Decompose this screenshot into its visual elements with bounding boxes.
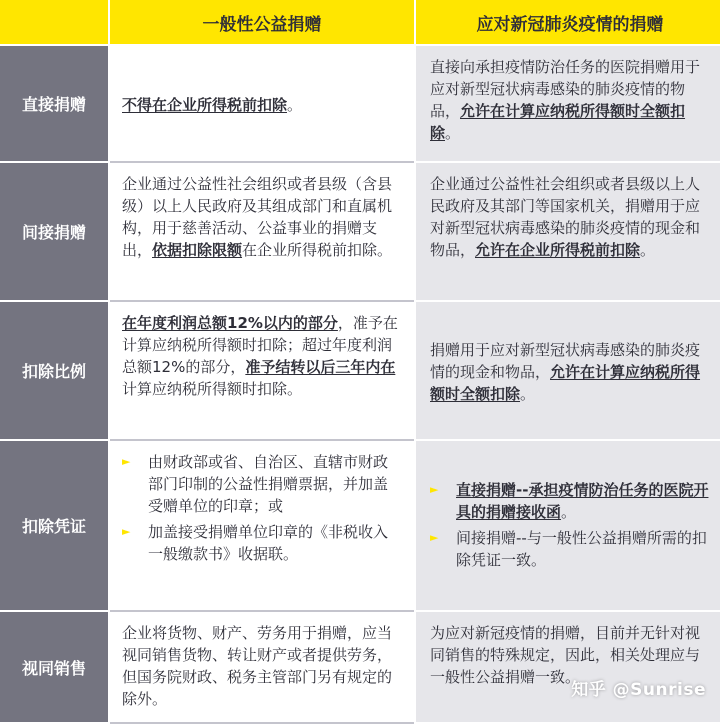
row-label-ratio: 扣除比例 bbox=[0, 302, 108, 441]
bullet-item bbox=[430, 479, 712, 523]
row-label-deemed-sale: 视同销售 bbox=[0, 612, 108, 724]
bullet-item bbox=[122, 451, 402, 517]
bullet-text: 加盖接受捐赠单位印章的《非税收入一般缴款书》收据联。 bbox=[148, 523, 389, 563]
row-label-indirect: 间接捐赠 bbox=[0, 163, 108, 302]
text-segment: 。 bbox=[445, 124, 461, 142]
cell-direct-covid bbox=[416, 46, 720, 163]
triangle-bullet-icon: ► bbox=[122, 455, 131, 468]
text-segment: 为应对新冠疫情的捐赠，目前并无针对视同销售的特殊规定，因此，相关处理应与一般性公益捐赠一致。 bbox=[430, 624, 701, 686]
cell-voucher-general bbox=[110, 441, 414, 612]
bullet-item bbox=[122, 521, 402, 565]
text-segment: 。 bbox=[640, 241, 656, 259]
bullet-item bbox=[430, 527, 712, 571]
cell-indirect-general bbox=[110, 163, 414, 302]
text-segment: 准予结转以后三年内在 bbox=[245, 358, 396, 376]
cell-direct-general bbox=[110, 46, 414, 163]
cell-deemed-covid bbox=[416, 612, 720, 724]
text-segment: 直接向承担疫情防治任务的医院捐赠用于应对新型冠状病毒感染的肺炎疫情的物品， bbox=[430, 58, 701, 120]
cell-indirect-covid bbox=[416, 163, 720, 302]
triangle-bullet-icon: ► bbox=[430, 530, 439, 544]
bullet-text bbox=[456, 479, 712, 523]
header-corner bbox=[0, 0, 108, 46]
text-segment: 计算应纳税所得额时扣除。 bbox=[122, 380, 303, 398]
text-segment: 企业将货物、财产、劳务用于捐赠，应当视同销售货物、转让财产或者提供劳务，但国务院财政、税务主管部门另有规定的除外。 bbox=[122, 624, 393, 708]
text-segment: 企业通过公益性社会组织或者县级（含县级）以上人民政府及其组成部门和直属机构，用于慈善活动、公益事业的捐赠支出， bbox=[122, 175, 393, 259]
text-segment: 在年度利润总额12%以内的部分 bbox=[122, 314, 338, 332]
text-segment: ，准予在计算应纳税所得额时扣除；超过年度利润总额12%的部分， bbox=[122, 314, 398, 376]
cell-deemed-general bbox=[110, 612, 414, 724]
text-segment: 。 bbox=[520, 384, 536, 403]
text-segment: 在企业所得税前扣除。 bbox=[242, 241, 393, 259]
row-label-direct: 直接捐赠 bbox=[0, 46, 108, 163]
cell-ratio-covid bbox=[416, 302, 720, 441]
row-label-voucher: 扣除凭证 bbox=[0, 441, 108, 612]
cell-voucher-covid bbox=[416, 441, 720, 612]
watermark: 知乎 @Sunrise bbox=[571, 680, 706, 700]
text-segment: 允许在企业所得税前扣除 bbox=[475, 241, 641, 259]
text-segment: 允许在计算应纳税所得额时全额扣除 bbox=[430, 102, 686, 142]
triangle-bullet-icon: ► bbox=[430, 482, 439, 496]
text-segment: 直接捐赠--承担疫情防治任务的医院开具的捐赠接收函 bbox=[456, 480, 709, 521]
text-segment: 企业通过公益性社会组织或者县级以上人民政府及其部门等国家机关，捐赠用于应对新型冠状病毒感染的肺炎疫情的现金和物品， bbox=[430, 175, 701, 259]
text-segment: 不得在企业所得税前扣除 bbox=[122, 95, 288, 114]
text-segment: 依据扣除限额 bbox=[152, 241, 243, 259]
bullet-text: 由财政部或省、自治区、直辖市财政部门印制的公益性捐赠票据，并加盖受赠单位的印章；或 bbox=[148, 453, 389, 515]
triangle-bullet-icon: ► bbox=[122, 525, 131, 538]
text-segment: 捐赠用于应对新型冠状病毒感染的肺炎疫情的现金和物品， bbox=[430, 340, 701, 381]
header-general-donation: 一般性公益捐赠 bbox=[110, 0, 414, 46]
text-segment: 。 bbox=[287, 95, 303, 114]
header-covid-donation: 应对新冠肺炎疫情的捐赠 bbox=[416, 0, 720, 46]
cell-ratio-general bbox=[110, 302, 414, 441]
text-segment: 允许在计算应纳税所得额时全额扣除 bbox=[430, 362, 701, 403]
text-segment: 。 bbox=[561, 502, 577, 521]
bullet-text: 间接捐赠--与一般性公益捐赠所需的扣除凭证一致。 bbox=[456, 528, 707, 569]
